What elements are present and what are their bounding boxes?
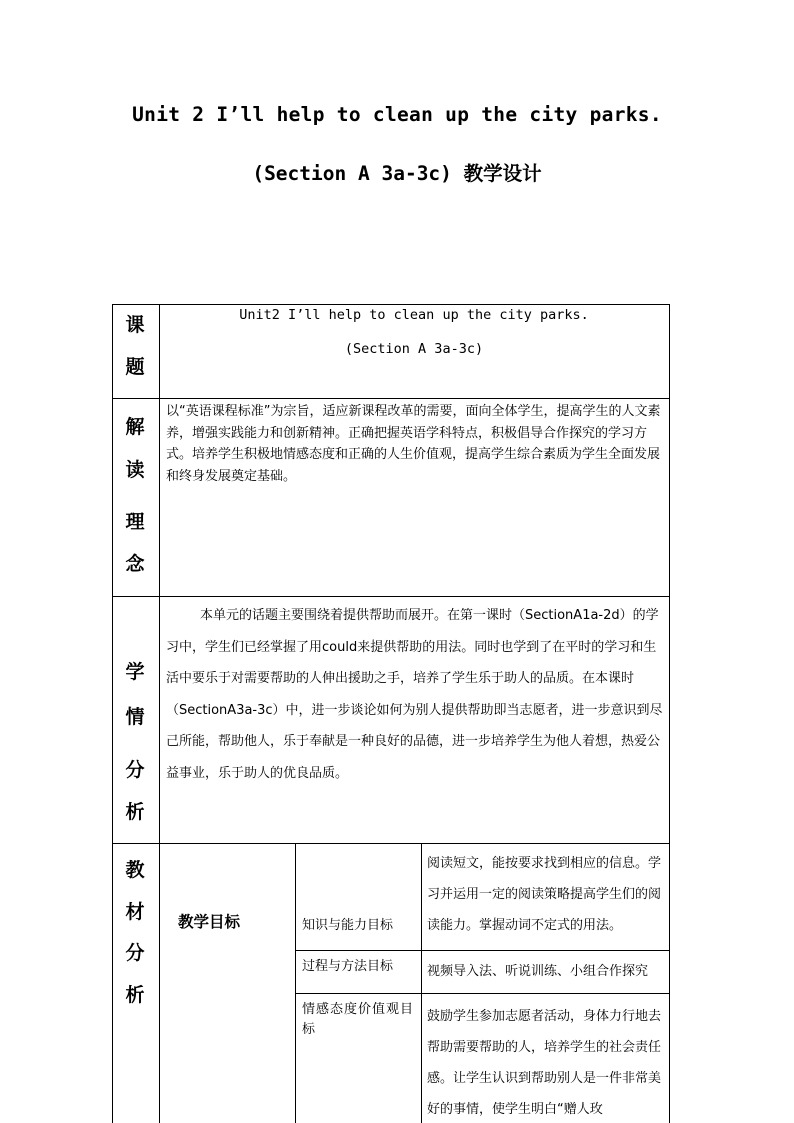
student-analysis-text: 本单元的话题主要围绕着提供帮助而展开。在第一课时（SectionA1a-2d）的学习中，学生们已经掌握了用could来提供帮助的用法。同时也学到了在平时的学习和生活中要乐于对需要帮助的人伸出援助之手，培养了学生乐于助人的品质。在本课时（SectionA3a-3c）中，进一步谈论如何为别人提供帮助即当志愿者，进一步意识到尽己所能，帮助他人，乐于奉献是一种良好的品德，进一步培养学生为他人着想，热爱公益事业，乐于助人的优良品质。 xyxy=(166,608,663,781)
topic-section: (Section A 3a-3c) xyxy=(344,341,484,357)
goal-name-knowledge: 知识与能力目标 xyxy=(302,918,394,933)
topic-title: Unit2 I’ll help to clean up the city parks. xyxy=(239,307,589,323)
philosophy-text: 以“英语课程标准”为宗旨，适应新课程改革的需要，面向全体学生，提高学生的人文素养，增强实践能力和创新精神。正确把握英语学科特点，积极倡导合作探究的学习方式。培养学生积极地情感态度和正确的人生价值观，提高学生综合素质为学生全面发展和终身发展奠定基础。 xyxy=(166,404,661,484)
goal-content-knowledge: 阅读短文，能按要求找到相应的信息。学习并运用一定的阅读策略提高学生们的阅读能力。掌握动词不定式的用法。 xyxy=(427,856,662,933)
goal-content-process: 视频导入法、听说训练、小组合作探究 xyxy=(427,964,649,979)
document-title: Unit 2 I’ll help to clean up the city parks. xyxy=(132,103,662,126)
goal-name-emotion: 情感态度价值观目标 xyxy=(302,1002,415,1037)
goal-content-emotion: 鼓励学生参加志愿者活动，身体力行地去帮助需要帮助的人，培养学生的社会责任感。让学生认识到帮助别人是一件非常美好的事情，使学生明白“赠人玫 xyxy=(427,1009,662,1117)
document-subtitle: (Section A 3a-3c) 教学设计 xyxy=(252,162,542,185)
teaching-goals-title: 教学目标 xyxy=(178,913,241,931)
goal-name-process: 过程与方法目标 xyxy=(302,959,394,974)
